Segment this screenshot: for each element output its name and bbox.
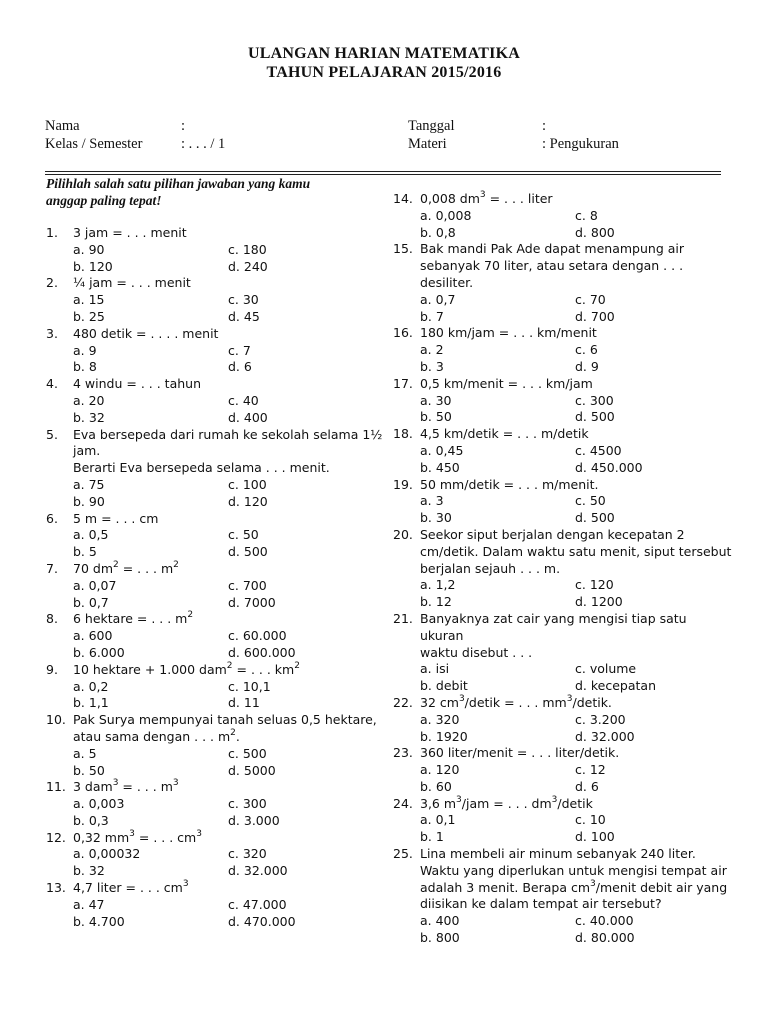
question-number: 4. <box>46 376 58 392</box>
option-c: c. 10 <box>575 812 606 828</box>
superscript: 2 <box>294 660 300 671</box>
option-c: c. 40 <box>228 392 259 408</box>
instruction <box>46 175 386 209</box>
question-text: sebanyak 70 liter, atau setara dengan . . . desiliter. <box>420 258 684 290</box>
option-a: a. 320 <box>420 711 460 727</box>
question-stem <box>46 830 386 847</box>
question-item <box>46 427 386 511</box>
answer-options <box>393 913 733 947</box>
question-stem <box>393 325 733 342</box>
question-item <box>46 275 386 325</box>
option-c: c. 120 <box>575 577 614 593</box>
answer-options <box>46 628 386 662</box>
answer-options <box>46 477 386 511</box>
option-a: a. 0,07 <box>73 577 117 593</box>
option-d: d. 80.000 <box>575 930 635 946</box>
superscript: 2 <box>173 559 179 570</box>
option-b: b. 60 <box>420 778 452 794</box>
option-a: a. 75 <box>73 476 105 492</box>
question-item <box>46 561 386 611</box>
answer-options <box>46 393 386 427</box>
answer-options <box>46 846 386 880</box>
superscript: 3 <box>479 189 486 200</box>
option-a: a. 0,2 <box>73 678 109 694</box>
option-b: b. 1,1 <box>73 695 109 711</box>
question-item <box>46 779 386 829</box>
answer-options <box>393 292 733 326</box>
answer-options <box>46 578 386 612</box>
superscript: 3 <box>458 693 465 704</box>
option-a: a. 5 <box>73 745 97 761</box>
option-d: d. 500 <box>575 409 615 425</box>
question-item <box>393 527 733 611</box>
question-stem <box>46 376 386 393</box>
option-d: d. 1200 <box>575 594 623 610</box>
question-item <box>46 830 386 880</box>
answer-options <box>46 527 386 561</box>
option-b: b. 32 <box>73 409 105 425</box>
answer-options <box>393 712 733 746</box>
question-stem <box>393 376 733 393</box>
answer-options <box>393 577 733 611</box>
question-text: 3 dam$^3$ = . . . $m^3$ <box>73 778 179 795</box>
answer-options <box>46 897 386 931</box>
question-text: ¼ jam = . . . menit <box>73 275 191 291</box>
question-item <box>46 511 386 561</box>
option-d: d. 240 <box>228 258 268 274</box>
option-b: b. 8 <box>73 359 97 375</box>
question-item <box>393 241 733 325</box>
option-b: b. 90 <box>73 493 105 509</box>
answer-options <box>393 342 733 376</box>
question-text: 3,6 $m^3$/jam = . . . $dm^3$/detik <box>420 794 593 811</box>
question-stem <box>46 712 386 746</box>
answer-options <box>393 208 733 242</box>
question-number: 21. <box>393 610 413 626</box>
question-number: 1. <box>46 225 58 240</box>
left-column <box>46 175 386 930</box>
option-a: a. 1,2 <box>420 577 456 593</box>
question-stem <box>393 241 733 291</box>
question-item <box>393 611 733 695</box>
option-b: b. 3 <box>420 358 444 374</box>
question-item <box>46 611 386 661</box>
option-b: b. 6.000 <box>73 644 125 660</box>
option-a: a. 0,00032 <box>73 846 141 862</box>
option-a: a. 20 <box>73 392 105 408</box>
answer-options <box>46 746 386 780</box>
question-stem <box>393 846 733 913</box>
question-item <box>46 225 386 275</box>
option-b: b. 450 <box>420 459 460 475</box>
question-stem <box>46 225 386 242</box>
answer-options <box>393 393 733 427</box>
option-c: c. 300 <box>228 796 267 812</box>
option-c: c. 50 <box>228 527 259 543</box>
question-text: Eva bersepeda dari rumah ke sekolah selama 1½ <box>73 426 383 442</box>
question-text: Pak Surya mempunyai tanah seluas 0,5 hektare, <box>73 712 377 728</box>
option-a: a. 90 <box>73 241 105 257</box>
option-a: a. 2 <box>420 342 444 358</box>
option-d: d. 9 <box>575 358 599 374</box>
option-b: b. 4.700 <box>73 913 125 929</box>
option-c: c. 8 <box>575 207 598 223</box>
option-c: c. 40.000 <box>575 913 634 929</box>
question-item <box>46 712 386 779</box>
question-stem <box>46 779 386 796</box>
question-item <box>393 376 733 426</box>
option-c: c. 10,1 <box>228 678 271 694</box>
answer-options <box>46 679 386 713</box>
header-divider-top <box>45 171 721 172</box>
option-a: a. 47 <box>73 896 105 912</box>
option-d: d. 11 <box>228 695 260 711</box>
option-d: d. 700 <box>575 308 615 324</box>
question-text: 5 m = . . . cm <box>73 510 159 526</box>
question-stem <box>393 191 733 208</box>
option-b: b. 5 <box>73 544 97 560</box>
superscript: 3 <box>182 878 189 889</box>
option-b: b. 0,3 <box>73 812 109 828</box>
option-a: a. 9 <box>73 342 97 358</box>
question-text: Berarti Eva bersepeda selama . . . menit. <box>73 460 330 476</box>
option-d: d. 32.000 <box>575 728 635 744</box>
page-title: ULANGAN HARIAN MATEMATIKA <box>248 45 520 62</box>
question-number: 14. <box>393 191 413 206</box>
question-item <box>46 376 386 426</box>
question-text: Lina membeli air minum sebanyak 240 liter. <box>420 846 696 862</box>
question-item <box>46 662 386 712</box>
question-stem <box>46 662 386 679</box>
tanggal-label: Tanggal <box>408 118 455 134</box>
question-text: diisikan ke dalam tempat air tersebut? <box>420 896 662 912</box>
question-text: berjalan sejauh . . . m. <box>420 560 561 576</box>
question-text: jam. <box>73 443 101 459</box>
question-stem <box>393 611 733 661</box>
kelas-label: Kelas / Semester <box>45 136 143 152</box>
instruction-line: anggap paling tepat! <box>46 193 162 208</box>
question-stem <box>46 427 386 477</box>
option-c: c. 30 <box>228 292 259 308</box>
tanggal-colon: : <box>542 118 547 134</box>
question-number: 23. <box>393 745 413 761</box>
option-b: b. 50 <box>73 762 105 778</box>
question-number: 13. <box>46 880 66 896</box>
question-text: Seekor siput berjalan dengan kecepatan 2 <box>420 526 685 542</box>
question-stem <box>393 527 733 577</box>
answer-options <box>393 493 733 527</box>
option-c: c. 4500 <box>575 442 622 458</box>
option-d: d. 400 <box>228 409 268 425</box>
question-stem <box>393 745 733 762</box>
option-b: b. 1 <box>420 829 444 845</box>
question-number: 15. <box>393 241 413 257</box>
option-d: d. 6 <box>228 359 252 375</box>
option-b: b. 0,8 <box>420 224 456 240</box>
option-a: a. 120 <box>420 762 460 778</box>
nama-colon: : <box>181 118 186 134</box>
question-text: 3 jam = . . . menit <box>73 225 187 240</box>
question-item <box>393 846 733 947</box>
option-c: c. 50 <box>575 493 606 509</box>
option-b: b. debit <box>420 678 468 694</box>
option-c: c. 7 <box>228 342 251 358</box>
option-b: b. 30 <box>420 510 452 526</box>
option-a: a. 0,45 <box>420 442 464 458</box>
question-number: 6. <box>46 510 58 526</box>
option-c: c. 300 <box>575 392 614 408</box>
question-stem <box>46 511 386 528</box>
option-b: b. 50 <box>420 409 452 425</box>
option-b: b. 120 <box>73 258 113 274</box>
question-text: 4,7 liter = . . . $cm^3$ <box>73 878 189 896</box>
superscript: 3 <box>129 828 135 839</box>
question-number: 19. <box>393 476 413 492</box>
question-stem <box>46 275 386 292</box>
question-number: 10. <box>46 712 66 728</box>
question-stem <box>46 880 386 897</box>
question-stem <box>393 477 733 494</box>
superscript: 3 <box>172 778 179 789</box>
answer-options <box>46 343 386 377</box>
question-text: 70 $dm^2$ = . . . $m^2$ <box>73 559 179 576</box>
option-d: d. 3.000 <box>228 812 280 828</box>
option-c: c. 180 <box>228 241 267 257</box>
option-d: d. 6 <box>575 778 599 794</box>
superscript: 2 <box>187 610 194 621</box>
answer-options <box>393 812 733 846</box>
question-text: 4 windu = . . . tahun <box>73 376 201 392</box>
option-c: c. 3.200 <box>575 711 626 727</box>
superscript: 2 <box>113 559 119 570</box>
option-c: c. 47.000 <box>228 896 287 912</box>
question-text: 4,5 km/detik = . . . m/detik <box>420 426 589 442</box>
question-stem <box>46 561 386 578</box>
option-d: d. 32.000 <box>228 863 288 879</box>
question-item <box>46 880 386 930</box>
question-text: Waktu yang diperlukan untuk mengisi tempat air <box>420 862 727 878</box>
option-d: d. 5000 <box>228 762 276 778</box>
question-number: 11. <box>46 779 66 795</box>
question-item <box>393 745 733 795</box>
option-a: a. 15 <box>73 292 105 308</box>
option-c: c. 60.000 <box>228 628 287 644</box>
option-c: c. volume <box>575 661 637 677</box>
option-b: b. 800 <box>420 930 460 946</box>
question-stem <box>393 796 733 813</box>
option-a: a. 30 <box>420 392 452 408</box>
option-d: d. 500 <box>575 510 615 526</box>
option-d: d. 100 <box>575 829 615 845</box>
question-item <box>393 477 733 527</box>
instruction-line: Pilihlah salah satu pilihan jawaban yang kamu <box>46 176 311 191</box>
option-c: c. 500 <box>228 745 267 761</box>
materi-value: : Pengukuran <box>542 136 619 152</box>
question-number: 25. <box>393 846 413 862</box>
question-item <box>393 325 733 375</box>
option-c: c. 70 <box>575 291 606 307</box>
question-number: 12. <box>46 829 66 845</box>
superscript: 3 <box>590 878 596 889</box>
question-text: adalah 3 menit. Berapa $cm^3$/menit debit air yang <box>420 878 728 895</box>
answer-options <box>46 796 386 830</box>
option-c: c. 12 <box>575 762 606 778</box>
question-text: 0,5 km/menit = . . . km/jam <box>420 375 593 391</box>
superscript: 3 <box>456 794 462 805</box>
question-text: waktu disebut . . . <box>420 644 533 660</box>
question-number: 7. <box>46 560 58 576</box>
question-number: 17. <box>393 375 413 391</box>
right-column <box>393 191 733 947</box>
answer-options <box>393 762 733 796</box>
question-text: 0,008 $dm^3$ = . . . liter <box>420 189 553 206</box>
option-a: a. 0,7 <box>420 291 456 307</box>
question-text: Bak mandi Pak Ade dapat menampung air <box>420 241 685 257</box>
question-number: 3. <box>46 325 58 341</box>
question-item <box>393 695 733 745</box>
question-text: 0,32 $mm^3$ = . . . $cm^3$ <box>73 828 202 845</box>
option-a: a. 600 <box>73 628 113 644</box>
question-text: 480 detik = . . . . menit <box>73 325 219 341</box>
option-b: b. 7 <box>420 308 444 324</box>
answer-options <box>393 443 733 477</box>
question-item <box>46 326 386 376</box>
option-b: b. 0,7 <box>73 594 109 610</box>
option-d: d. 7000 <box>228 594 276 610</box>
question-number: 16. <box>393 325 413 341</box>
option-a: a. 0,008 <box>420 207 472 223</box>
option-d: d. 45 <box>228 308 260 324</box>
question-text: 360 liter/menit = . . . liter/detik. <box>420 745 620 761</box>
kelas-value: : . . . / 1 <box>181 136 226 152</box>
question-number: 8. <box>46 611 58 627</box>
question-number: 20. <box>393 526 413 542</box>
question-text: 50 mm/detik = . . . m/menit. <box>420 476 599 492</box>
question-item <box>393 191 733 241</box>
option-b: b. 12 <box>420 594 452 610</box>
answer-options <box>393 661 733 695</box>
page-subtitle: TAHUN PELAJARAN 2015/2016 <box>266 64 502 81</box>
option-c: c. 6 <box>575 342 598 358</box>
option-a: a. 400 <box>420 913 460 929</box>
superscript: 3 <box>112 778 119 789</box>
question-text: 6 hektare = . . . $m^2$ <box>73 610 194 627</box>
question-text: Banyaknya zat cair yang mengisi tiap satu ukuran <box>420 610 687 643</box>
option-a: a. 3 <box>420 493 444 509</box>
option-c: c. 320 <box>228 846 267 862</box>
question-stem <box>393 695 733 712</box>
option-c: c. 700 <box>228 577 267 593</box>
superscript: 2 <box>230 727 236 738</box>
question-text: 10 hektare + 1.000 dam$^2$ = . . . $km^2$ <box>73 660 300 677</box>
superscript: 2 <box>226 660 233 671</box>
question-number: 5. <box>46 426 58 442</box>
answer-options <box>46 292 386 326</box>
option-b: b. 32 <box>73 863 105 879</box>
question-text: 180 km/jam = . . . km/menit <box>420 325 597 341</box>
question-text: cm/detik. Dalam waktu satu menit, siput tersebut <box>420 543 732 559</box>
option-a: a. isi <box>420 661 450 677</box>
materi-label: Materi <box>408 136 447 152</box>
option-d: d. 470.000 <box>228 913 296 929</box>
question-text: atau sama dengan . . . $m^2$. <box>73 727 240 744</box>
option-c: c. 100 <box>228 476 267 492</box>
question-stem <box>393 426 733 443</box>
question-stem <box>46 326 386 343</box>
option-d: d. 450.000 <box>575 459 643 475</box>
option-a: a. 0,5 <box>73 527 109 543</box>
superscript: 3 <box>551 794 558 805</box>
option-b: b. 25 <box>73 308 105 324</box>
option-a: a. 0,003 <box>73 796 125 812</box>
option-d: d. kecepatan <box>575 678 657 694</box>
question-number: 22. <box>393 694 413 710</box>
question-item <box>393 426 733 476</box>
question-number: 2. <box>46 275 58 291</box>
question-stem <box>46 611 386 628</box>
option-d: d. 120 <box>228 493 268 509</box>
question-item <box>393 796 733 846</box>
question-number: 9. <box>46 661 58 677</box>
option-b: b. 1920 <box>420 728 468 744</box>
question-number: 24. <box>393 795 413 811</box>
option-d: d. 800 <box>575 224 615 240</box>
option-d: d. 500 <box>228 544 268 560</box>
option-d: d. 600.000 <box>228 644 296 660</box>
question-text: 32 $cm^3$/detik = . . . $mm^3$/detik. <box>420 693 612 710</box>
answer-options <box>46 242 386 276</box>
superscript: 3 <box>566 693 573 704</box>
option-a: a. 0,1 <box>420 812 456 828</box>
nama-label: Nama <box>45 118 80 134</box>
question-number: 18. <box>393 426 413 442</box>
superscript: 3 <box>196 828 202 839</box>
